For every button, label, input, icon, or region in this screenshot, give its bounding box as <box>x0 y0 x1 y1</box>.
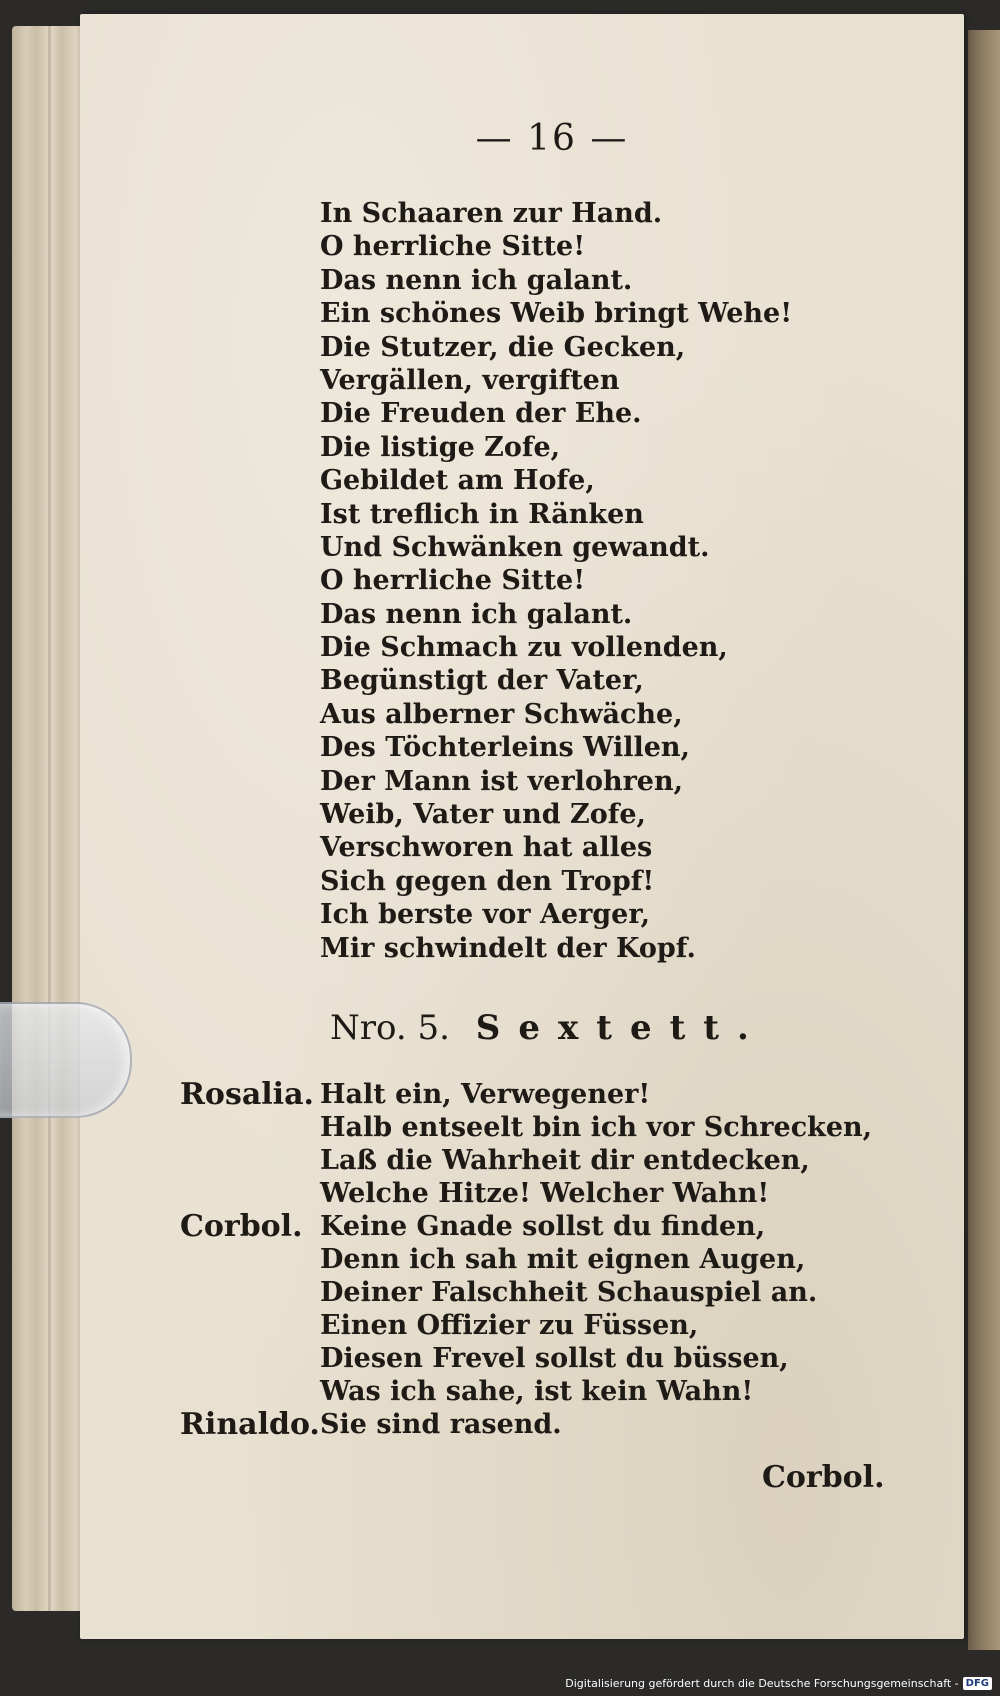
verse-line: Die Schmach zu vollenden, <box>320 632 728 664</box>
verse-line: Vergällen, vergiften <box>320 364 620 396</box>
verse-line: Begünstigt der Vater, <box>320 665 644 697</box>
section-number: Nro. 5. <box>330 1008 450 1048</box>
verse-line: Aus alberner Schwäche, <box>320 698 683 730</box>
verse-line: Sich gegen den Tropf! <box>320 865 655 897</box>
verse-line: Das nenn ich galant. <box>320 598 633 630</box>
speech-line: Sie sind rasend. <box>320 1409 562 1440</box>
footer-credit-text: Digitalisierung gefördert durch die Deutsche Forschungsgemeinschaft - <box>565 1677 959 1690</box>
verse-block <box>320 197 792 965</box>
speaker-name: Rosalia. <box>180 1077 314 1112</box>
verse-line: Der Mann ist verlohren, <box>320 765 684 797</box>
speech-lines <box>320 1408 900 1441</box>
verse-line: Das nenn ich galant. <box>320 264 633 296</box>
section-heading <box>330 1008 767 1048</box>
verse-line: Mir schwindelt der Kopf. <box>320 932 696 964</box>
speech-line: Diesen Frevel sollst du büssen, <box>320 1343 789 1374</box>
speech-rinaldo <box>180 1408 900 1441</box>
dfg-logo: DFG <box>963 1677 992 1690</box>
speech-line: Keine Gnade sollst du finden, <box>320 1211 766 1242</box>
speaker-name: Rinaldo. <box>180 1407 320 1442</box>
verse-line: Gebildet am Hofe, <box>320 465 595 497</box>
speech-line: Halb entseelt bin ich vor Schrecken, <box>320 1112 873 1143</box>
page-clip <box>0 1002 132 1118</box>
verse-line: Die Stutzer, die Gecken, <box>320 331 686 363</box>
verse-line: O herrliche Sitte! <box>320 231 586 263</box>
verse-line: Die listige Zofe, <box>320 431 561 463</box>
speech-corbol <box>180 1210 900 1408</box>
catchword: Corbol. <box>762 1460 885 1495</box>
verse-line: Des Töchterleins Willen, <box>320 732 690 764</box>
speech-line: Was ich sahe, ist kein Wahn! <box>320 1376 754 1407</box>
verse-line: Und Schwänken gewandt. <box>320 531 710 563</box>
speech-rosalia <box>180 1078 900 1210</box>
verse-line: Ein schönes Weib bringt Wehe! <box>320 298 793 330</box>
speech-line: Deiner Falschheit Schauspiel an. <box>320 1277 818 1308</box>
dialogue-block <box>180 1078 900 1441</box>
section-name: Sextett. <box>475 1008 767 1048</box>
footer-credit <box>565 1677 992 1690</box>
verse-line: Verschworen hat alles <box>320 832 653 864</box>
verse-line: Die Freuden der Ehe. <box>320 398 642 430</box>
speaker-name: Corbol. <box>180 1209 303 1244</box>
verse-line: O herrliche Sitte! <box>320 565 586 597</box>
speech-lines <box>320 1210 900 1408</box>
speech-line: Denn ich sah mit eignen Augen, <box>320 1244 806 1275</box>
speech-line: Einen Offizier zu Füssen, <box>320 1310 699 1341</box>
speech-line: Halt ein, Verwegener! <box>320 1079 651 1110</box>
verse-line: In Schaaren zur Hand. <box>320 198 663 229</box>
speech-line: Welche Hitze! Welcher Wahn! <box>320 1178 770 1209</box>
speech-line: Laß die Wahrheit dir entdecken, <box>320 1145 810 1176</box>
verse-line: Weib, Vater und Zofe, <box>320 799 646 831</box>
book-gutter <box>968 30 1000 1650</box>
speech-lines <box>320 1078 900 1210</box>
verse-line: Ich berste vor Aerger, <box>320 899 651 931</box>
page-number: — 16 — <box>475 118 629 159</box>
verse-line: Ist treflich in Ränken <box>320 498 644 530</box>
